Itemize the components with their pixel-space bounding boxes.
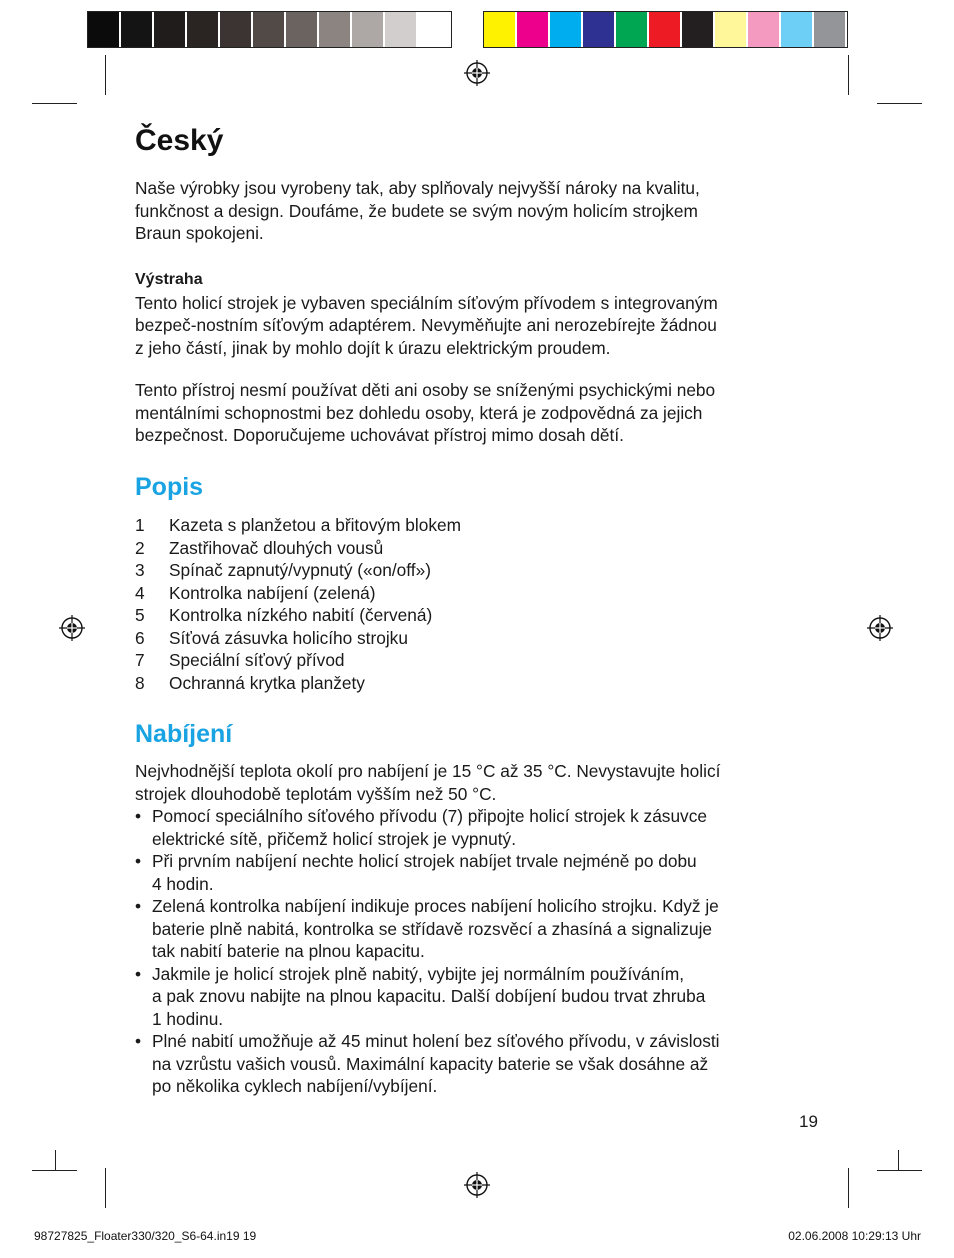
color-swatch xyxy=(121,12,154,47)
color-swatch xyxy=(616,12,649,47)
bullet-line: baterie plně nabitá, kontrolka se střídavě rozsvěcí a zhasíná a signalizuje xyxy=(152,918,713,939)
list-item xyxy=(135,649,461,672)
safety-line: Tento přístroj nesmí používat děti ani osoby se sníženými psychickými nebo xyxy=(135,380,716,400)
list-item xyxy=(135,559,461,582)
color-swatch xyxy=(550,12,583,47)
bullet-line: 4 hodin. xyxy=(152,873,214,894)
intro-line: Naše výrobky jsou vyrobeny tak, aby splňovaly nejvyšší nároky na kvalitu, xyxy=(135,178,700,198)
bullet-line: tak nabití baterie na plnou kapacitu. xyxy=(152,941,425,961)
page-number: 19 xyxy=(799,1112,818,1131)
bullet-item xyxy=(135,895,825,963)
color-swatch xyxy=(649,12,682,47)
section-heading-nabijeni: Nabíjení xyxy=(135,720,233,748)
item-text: Síťová zásuvka holicího strojku xyxy=(169,627,408,648)
bullet-item xyxy=(135,963,825,1031)
crop-mark xyxy=(898,1150,899,1170)
crop-mark xyxy=(848,1168,849,1208)
crop-mark xyxy=(105,1168,106,1208)
crop-mark xyxy=(105,55,106,95)
color-swatch xyxy=(781,12,814,47)
item-text: Kontrolka nabíjení (zelená) xyxy=(169,582,376,603)
section-heading-popis: Popis xyxy=(135,473,204,501)
bullet-line: Zelená kontrolka nabíjení indikuje proces nabíjení holicího strojku. Když je xyxy=(152,896,719,916)
safety-line: mentálními schopnostmi bez dohledu osoby, která je zodpovědná za jejich xyxy=(135,402,703,423)
charging-intro-line: strojek dlouhodobě teplotám vyšším než 50 °C. xyxy=(135,783,497,804)
crop-mark xyxy=(55,1150,56,1170)
crop-mark xyxy=(848,55,849,95)
charging-bullets xyxy=(135,805,825,1098)
bullet-item xyxy=(135,1030,825,1098)
warning-heading: Výstraha xyxy=(135,271,203,288)
color-swatch xyxy=(484,12,517,47)
item-text: Kazeta s planžetou a břitovým blokem xyxy=(169,515,462,535)
item-number: 5 xyxy=(135,605,145,625)
item-text: Zastřihovač dlouhých vousů xyxy=(169,537,384,558)
color-swatch xyxy=(352,12,385,47)
registration-mark-icon xyxy=(867,615,893,641)
list-item xyxy=(135,672,461,695)
warning-line: Tento holicí strojek je vybaven speciálním síťovým přívodem s integrovaným xyxy=(135,292,718,313)
item-number: 3 xyxy=(135,560,145,580)
warning-line: z jeho částí, jinak by mohlo dojít k úrazu elektrickým proudem. xyxy=(135,337,611,358)
color-swatch xyxy=(319,12,352,47)
item-text: Kontrolka nízkého nabití (červená) xyxy=(169,605,433,625)
item-text: Speciální síťový přívod xyxy=(169,650,345,670)
color-swatch xyxy=(385,12,418,47)
bullet-line: na vzrůstu vašich vousů. Maximální kapacity baterie se však dosáhne až xyxy=(152,1053,709,1074)
process-color-bar xyxy=(483,11,848,48)
item-number: 7 xyxy=(135,650,145,670)
item-text: Spínač zapnutý/vypnutý («on/off») xyxy=(169,560,431,580)
safety-line: bezpečnost. Doporučujeme uchovávat přístroj mimo dosah dětí. xyxy=(135,425,624,445)
bullet-line: Jakmile je holicí strojek plně nabitý, vybijte jej normálním používáním, xyxy=(152,963,685,984)
grayscale-color-bar xyxy=(87,11,452,48)
color-swatch xyxy=(220,12,253,47)
child-safety-paragraph xyxy=(135,379,825,447)
crop-mark xyxy=(32,1170,77,1171)
charging-intro xyxy=(135,760,825,805)
bullet-symbol: • xyxy=(135,963,142,984)
color-swatch xyxy=(517,12,550,47)
color-swatch xyxy=(418,12,451,47)
color-swatch xyxy=(253,12,286,47)
bullet-item xyxy=(135,850,825,895)
footer-timestamp: 02.06.2008 10:29:13 Uhr xyxy=(788,1229,921,1243)
list-item xyxy=(135,514,461,537)
charging-intro-line: Nejvhodnější teplota okolí pro nabíjení je 15 °C až 35 °C. Nevystavujte holicí xyxy=(135,761,721,781)
color-swatch xyxy=(88,12,121,47)
bullet-symbol: • xyxy=(135,896,142,916)
warning-line: bezpeč-nostním síťovým adaptérem. Nevyměňujte ani nerozebírejte žádnou xyxy=(135,315,717,335)
bullet-line: Plné nabití umožňuje až 45 minut holení bez síťového přívodu, v závislosti xyxy=(152,1031,720,1051)
parts-list xyxy=(135,514,461,694)
list-item xyxy=(135,627,461,650)
item-number: 2 xyxy=(135,537,145,558)
list-item xyxy=(135,537,461,560)
intro-line: funkčnost a design. Doufáme, že budete se svým novým holicím strojkem xyxy=(135,200,698,221)
bullet-line: elektrické sítě, přičemž holicí strojek je vypnutý. xyxy=(152,828,516,849)
list-item xyxy=(135,604,461,627)
intro-paragraph xyxy=(135,177,825,245)
page-title: Český xyxy=(135,124,224,157)
item-number: 6 xyxy=(135,627,145,648)
registration-mark-icon xyxy=(464,60,490,86)
color-swatch xyxy=(154,12,187,47)
intro-line: Braun spokojeni. xyxy=(135,223,264,243)
list-item xyxy=(135,582,461,605)
bullet-line: Při prvním nabíjení nechte holicí strojek nabíjet trvale nejméně po dobu xyxy=(152,851,697,871)
item-number: 1 xyxy=(135,515,145,535)
color-swatch xyxy=(814,12,847,47)
footer-file-info: 98727825_Floater330/320_S6-64.in19 19 xyxy=(34,1229,257,1243)
crop-mark xyxy=(32,103,77,104)
color-swatch xyxy=(682,12,715,47)
bullet-line: a pak znovu nabijte na plnou kapacitu. Další dobíjení budou trvat zhruba xyxy=(152,986,706,1006)
bullet-line: 1 hodinu. xyxy=(152,1008,224,1029)
color-swatch xyxy=(715,12,748,47)
color-swatch xyxy=(583,12,616,47)
bullet-symbol: • xyxy=(135,1031,142,1051)
crop-mark xyxy=(877,103,922,104)
registration-mark-icon xyxy=(59,615,85,641)
item-number: 4 xyxy=(135,582,145,603)
bullet-item xyxy=(135,805,825,850)
item-number: 8 xyxy=(135,672,145,693)
warning-section xyxy=(135,267,825,359)
bullet-symbol: • xyxy=(135,806,142,826)
bullet-line: Pomocí speciálního síťového přívodu (7) připojte holicí strojek k zásuvce xyxy=(152,806,707,826)
color-swatch xyxy=(286,12,319,47)
bullet-symbol: • xyxy=(135,851,142,871)
item-text: Ochranná krytka planžety xyxy=(169,672,365,693)
color-swatch xyxy=(187,12,220,47)
color-swatch xyxy=(748,12,781,47)
crop-mark xyxy=(877,1170,922,1171)
bullet-line: po několika cyklech nabíjení/vybíjení. xyxy=(152,1076,438,1096)
registration-mark-icon xyxy=(464,1172,490,1198)
